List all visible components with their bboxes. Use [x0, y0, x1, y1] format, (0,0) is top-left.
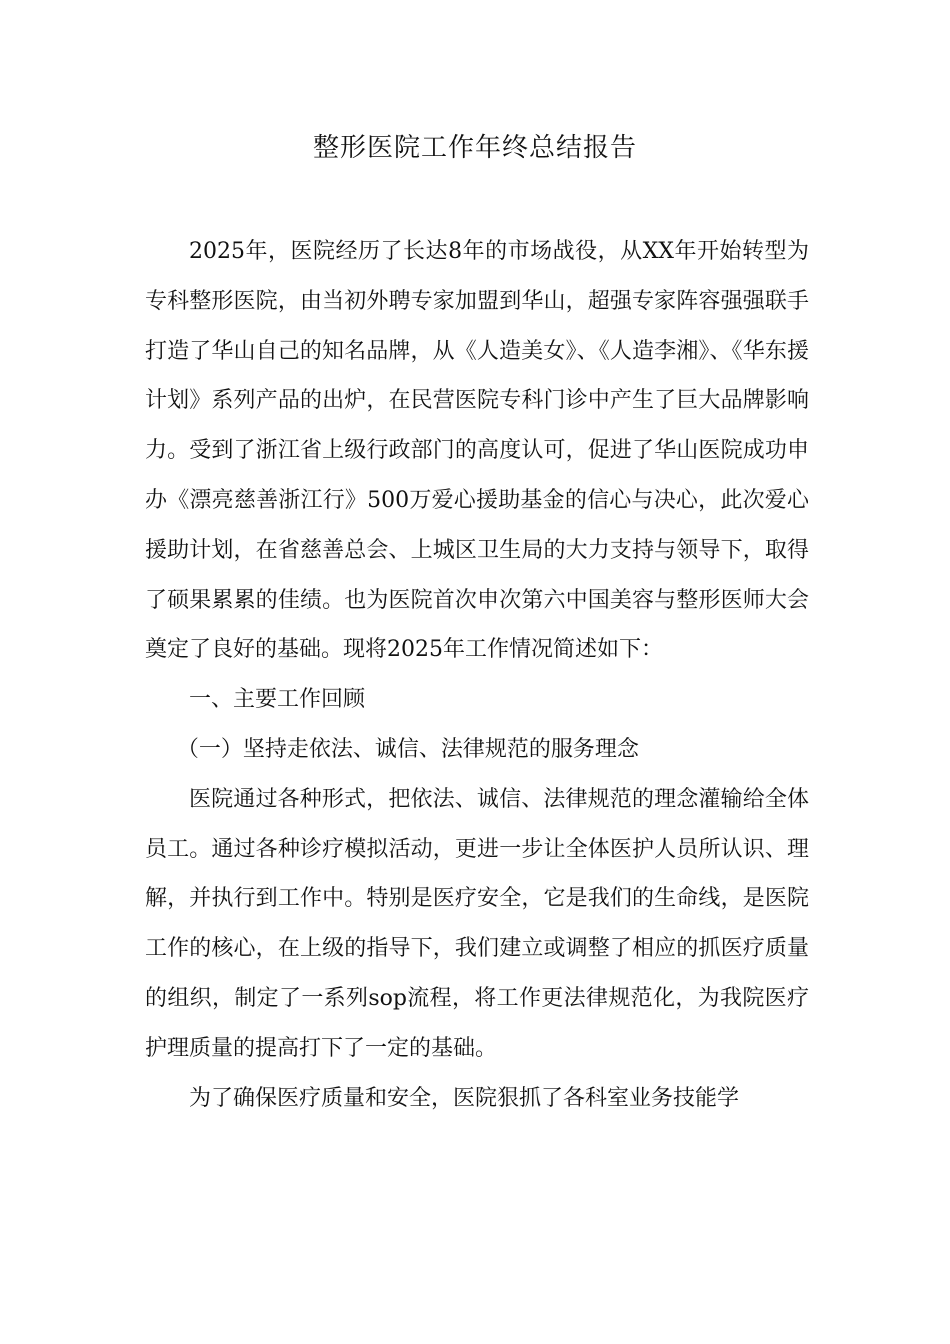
document-body [145, 227, 809, 1123]
subsection-heading-1: （一）坚持走依法、诚信、法律规范的服务理念 [176, 736, 639, 762]
paragraph-compliance: 医院通过各种形式，把依法、诚信、法律规范的理念灌输给全体员工。通过各种诊疗模拟活动，更进一步让全体医护人员所认识、理解，并执行到工作中。特别是医疗安全，它是我们的生命线，是医院工作的核心，在上级的指导下，我们建立或调整了相应的抓医疗质量的组织，制定了一系列sop流程，将工作更法律规范化，为我院医疗护理质量的提高打下了一定的基础。 [145, 786, 809, 1061]
section-heading-1: 一、主要工作回顾 [189, 687, 366, 713]
paragraph-intro: 2025年，医院经历了长达8年的市场战役，从XX年开始转型为专科整形医院，由当初外聘专家加盟到华山，超强专家阵容强强联手打造了华山自己的知名品牌，从《人造美女》、《人造李湘》、《华东援计划》系列产品的出炉，在民营医院专科门诊中产生了巨大品牌影响力。受到了浙江省上级行政部门的高度认可，促进了华山医院成功申办《漂亮慈善浙江行》500万爱心援助基金的信心与决心，此次爱心援助计划，在省慈善总会、上城区卫生局的大力支持与领导下，取得了硕果累累的佳绩。也为医院首次申次第六中国美容与整形医师大会奠定了良好的基础。现将2025年工作情况简述如下： [145, 239, 809, 663]
document-title: 整形医院工作年终总结报告 [312, 133, 637, 163]
paragraph-quality: 为了确保医疗质量和安全，医院狠抓了各科室业务技能学 [189, 1085, 740, 1111]
